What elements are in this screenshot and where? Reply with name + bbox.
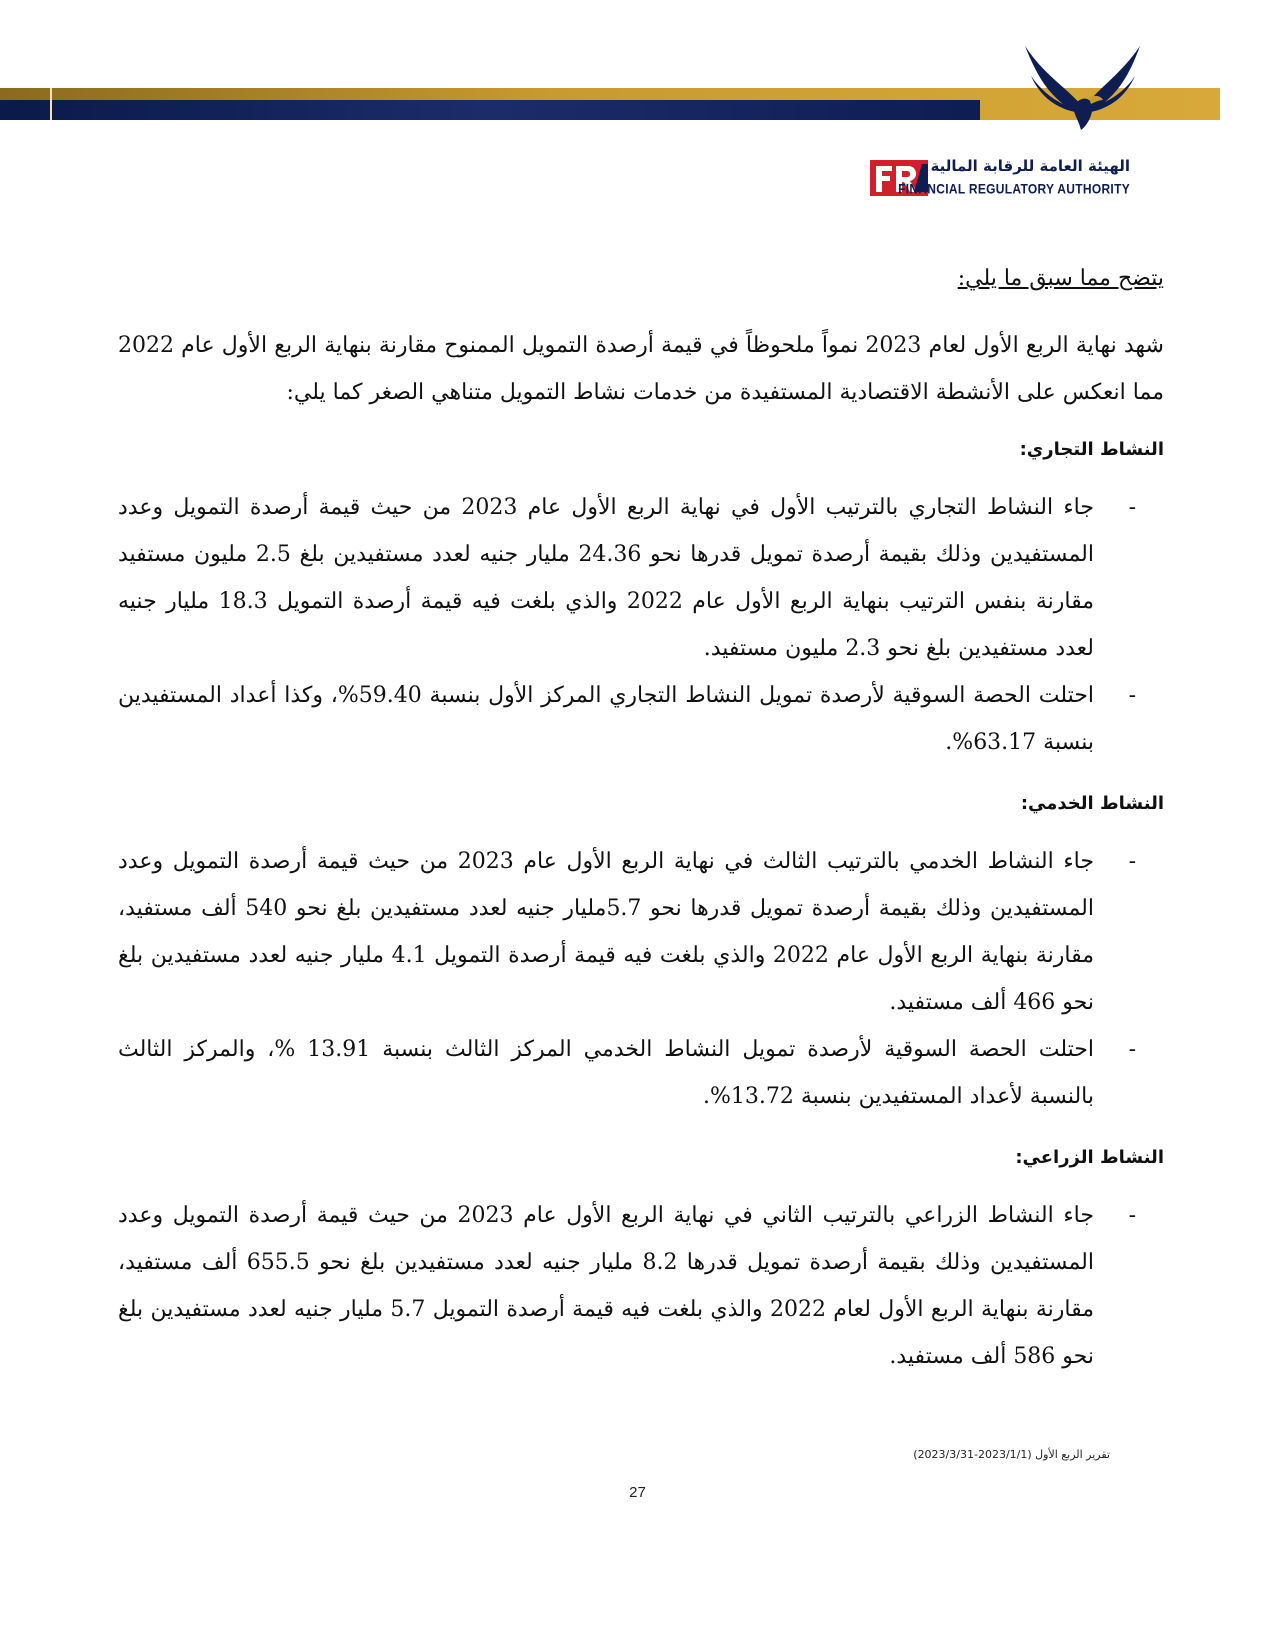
header-divider — [50, 88, 52, 120]
bullet-dash: - — [1128, 1037, 1136, 1062]
footer-report-note: تقرير الربع الأول (2023/1/1-2023/3/31) — [913, 1448, 1110, 1461]
document-body — [118, 255, 1164, 1398]
section-heading: النشاط التجاري: — [1019, 439, 1164, 460]
section-services — [118, 784, 1164, 1120]
list-item — [118, 1026, 1164, 1120]
list-item — [118, 484, 1164, 672]
section-agricultural — [118, 1138, 1164, 1380]
list-item — [118, 672, 1164, 766]
logo-arabic-text: الهيئة العامة للرقابة المالية — [930, 157, 1130, 175]
page-number: 27 — [629, 1484, 646, 1501]
eagle-icon — [1025, 46, 1140, 132]
intro-title: يتضح مما سبق ما يلي: — [957, 266, 1164, 291]
list-item-text: احتلت الحصة السوقية لأرصدة تمويل النشاط التجاري المركز الأول بنسبة 59.40%، وكذا أعداد المستفيدين بنسبة 63.17%. — [118, 683, 1094, 755]
section-heading: النشاط الخدمي: — [1020, 793, 1164, 814]
list-item — [118, 1192, 1164, 1380]
list-item — [118, 838, 1164, 1026]
bullet-list — [118, 838, 1164, 1120]
bullet-dash: - — [1128, 1203, 1136, 1228]
list-item-text: جاء النشاط الزراعي بالترتيب الثاني في نهاية الربع الأول عام 2023 من حيث قيمة أرصدة التمويل وعدد المستفيدين وذلك بقيمة أرصدة تمويل قدرها 8.2 مليار جنيه لعدد مستفيدين بلغ نحو 655.5 ألف مستفيد، مقارنة بنهاية الربع الأول لعام 2022 والذي بلغت فيه قيمة أرصدة التمويل 5.7 مليار جنيه لعدد مستفيدين بلغ نحو 586 ألف مستفيد. — [118, 1203, 1095, 1369]
list-item-text: احتلت الحصة السوقية لأرصدة تمويل النشاط الخدمي المركز الثالث بنسبة 13.91 %، والمركز الثالث بالنسبة لأعداد المستفيدين بنسبة 13.72%. — [118, 1037, 1094, 1109]
bullet-dash: - — [1128, 849, 1136, 874]
fra-logo — [860, 40, 1140, 198]
bullet-list — [118, 484, 1164, 766]
section-heading: النشاط الزراعي: — [1015, 1147, 1164, 1168]
bullet-list — [118, 1192, 1164, 1380]
bullet-dash: - — [1128, 683, 1136, 708]
header-navy-band — [0, 100, 980, 120]
list-item-text: جاء النشاط التجاري بالترتيب الأول في نهاية الربع الأول عام 2023 من حيث قيمة أرصدة التمويل وعدد المستفيدين وذلك بقيمة أرصدة تمويل قدرها نحو 24.36 مليار جنيه لعدد مستفيدين بلغ 2.5 مليون مستفيد مقارنة بنفس الترتيب بنهاية الربع الأول عام 2022 والذي بلغت فيه قيمة أرصدة التمويل 18.3 مليار جنيه لعدد مستفيدين بلغ نحو 2.3 مليون مستفيد. — [118, 495, 1095, 661]
list-item-text: جاء النشاط الخدمي بالترتيب الثالث في نهاية الربع الأول عام 2023 من حيث قيمة أرصدة التمويل وعدد المستفيدين وذلك بقيمة أرصدة تمويل قدرها نحو 5.7مليار جنيه لعدد مستفيدين بلغ نحو 540 ألف مستفيد، مقارنة بنهاية الربع الأول عام 2022 والذي بلغت فيه قيمة أرصدة التمويل 4.1 مليار جنيه لعدد مستفيدين بلغ نحو 466 ألف مستفيد. — [118, 849, 1094, 1015]
bullet-dash: - — [1128, 495, 1136, 520]
intro-paragraph: شهد نهاية الربع الأول لعام 2023 نمواً ملحوظاً في قيمة أرصدة التمويل الممنوح مقارنة بنهاية الربع الأول عام 2022 مما انعكس على الأنشطة الاقتصادية المستفيدة من خدمات نشاط التمويل متناهي الصغر كما يلي: — [118, 333, 1164, 405]
section-commercial — [118, 430, 1164, 766]
logo-english-text: FINANCIAL REGULATORY AUTHORITY — [898, 180, 1130, 198]
